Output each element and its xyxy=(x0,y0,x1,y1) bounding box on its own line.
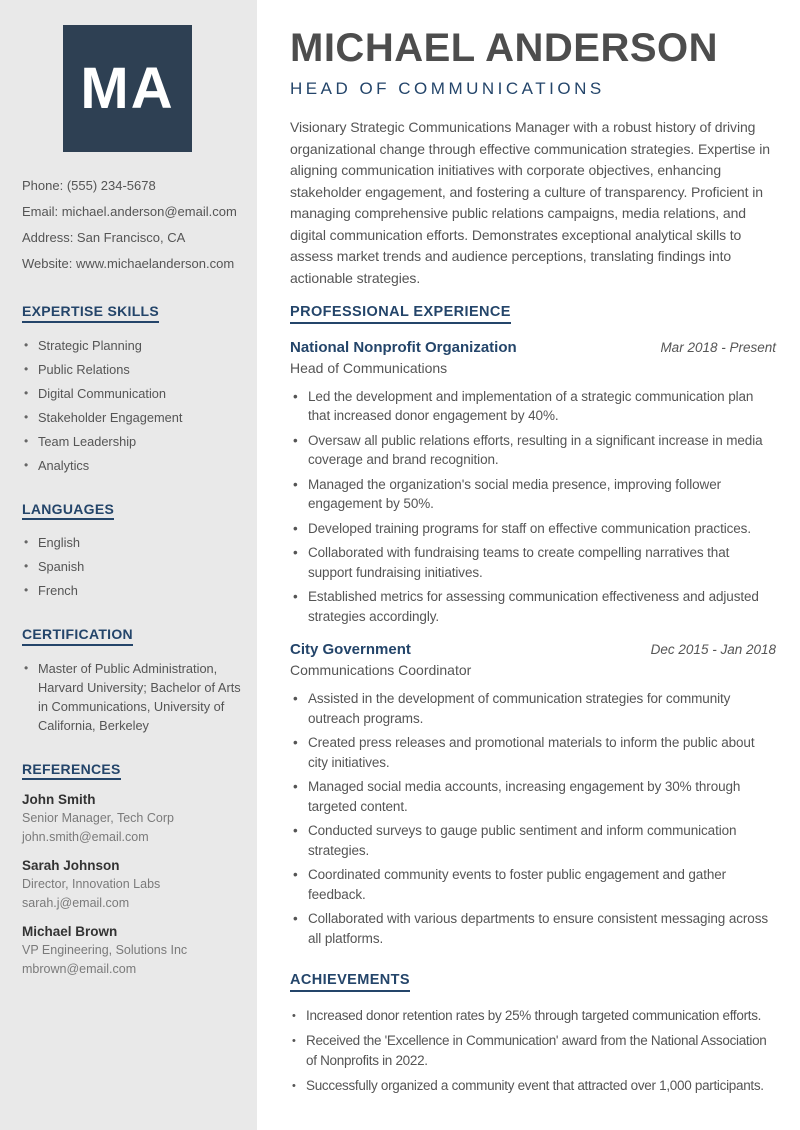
company-name: National Nonprofit Organization xyxy=(290,338,517,356)
achievement-item: • Received the 'Excellence in Communication' award from the National Association of Nonprofits in 2022. xyxy=(290,1031,776,1070)
job-entry xyxy=(290,641,776,948)
certification-section xyxy=(22,626,245,735)
job-bullet: • Coordinated community events to foster public engagement and gather feedback. xyxy=(290,865,776,904)
reference-entry xyxy=(22,923,245,978)
reference-email: sarah.j@email.com xyxy=(22,895,130,910)
job-bullet: • Assisted in the development of communication strategies for community outreach programs. xyxy=(290,689,776,728)
references-section xyxy=(22,761,245,979)
job-bullet: • Collaborated with fundraising teams to create compelling narratives that support fundraising initiatives. xyxy=(290,543,776,582)
achievement-item: • Increased donor retention rates by 25% through targeted communication efforts. xyxy=(290,1006,776,1026)
language-item: • French xyxy=(22,581,245,600)
job-bullet-list xyxy=(290,689,776,948)
company-name: City Government xyxy=(290,641,411,658)
contact-line: Email: michael.anderson@email.com xyxy=(22,204,237,219)
experience-heading: PROFESSIONAL EXPERIENCE xyxy=(290,304,776,324)
languages-section xyxy=(22,501,245,601)
job-entry xyxy=(290,339,776,627)
reference-title: Director, Innovation Labs xyxy=(22,877,161,891)
job-bullet: • Led the development and implementation of a strategic communication plan that increased donor engagement by 40%. xyxy=(290,387,776,426)
reference-email: mbrown@email.com xyxy=(22,961,137,976)
person-name: MICHAEL ANDERSON xyxy=(290,26,719,70)
skill-item: • Analytics xyxy=(22,456,245,475)
skill-item: • Stakeholder Engagement xyxy=(22,408,245,427)
achievements-list xyxy=(290,1006,776,1096)
references-list xyxy=(22,791,245,978)
skill-item: • Strategic Planning xyxy=(22,336,245,355)
languages-heading: LANGUAGES xyxy=(22,501,245,521)
job-bullet: • Oversaw all public relations efforts, resulting in a significant increase in media coverage and brand recognition. xyxy=(290,431,776,470)
job-bullet-list xyxy=(290,387,776,627)
contact-block xyxy=(22,173,245,277)
job-role: Head of Communications xyxy=(290,359,448,376)
reference-title: VP Engineering, Solutions Inc xyxy=(22,943,188,957)
skill-item: • Digital Communication xyxy=(22,384,245,403)
certification-list xyxy=(22,659,245,735)
job-header xyxy=(290,339,776,356)
main-column xyxy=(257,0,800,1130)
language-item: • Spanish xyxy=(22,557,245,576)
skill-item: • Team Leadership xyxy=(22,432,245,451)
contact-line: Phone: (555) 234-5678 xyxy=(22,178,156,193)
job-dates: Mar 2018 - Present xyxy=(660,339,776,355)
job-bullet: • Created press releases and promotional materials to inform the public about city initiatives. xyxy=(290,733,776,772)
sidebar xyxy=(0,0,257,1130)
references-heading: REFERENCES xyxy=(22,761,245,781)
job-bullet: • Established metrics for assessing communication effectiveness and adjusted strategies accordingly. xyxy=(290,587,776,626)
contact-line: Address: San Francisco, CA xyxy=(22,230,186,245)
skill-item: • Public Relations xyxy=(22,360,245,379)
achievement-item: • Successfully organized a community event that attracted over 1,000 participants. xyxy=(290,1076,776,1096)
reference-name: Sarah Johnson xyxy=(22,858,120,873)
reference-title: Senior Manager, Tech Corp xyxy=(22,811,174,825)
job-dates: Dec 2015 - Jan 2018 xyxy=(650,642,776,657)
certification-item: • Master of Public Administration, Harvard University; Bachelor of Arts in Communications, University of California, Berkeley xyxy=(22,659,245,735)
skills-heading: EXPERTISE SKILLS xyxy=(22,303,245,323)
monogram-text: MA xyxy=(80,56,175,121)
reference-name: John Smith xyxy=(22,792,96,807)
job-bullet: • Managed social media accounts, increasing engagement by 30% through targeted content. xyxy=(290,777,776,816)
job-bullet: • Conducted surveys to gauge public sentiment and inform communication strategies. xyxy=(290,821,776,860)
reference-name: Michael Brown xyxy=(22,924,118,939)
languages-list xyxy=(22,533,245,600)
reference-entry xyxy=(22,857,245,912)
job-bullet: • Developed training programs for staff on effective communication practices. xyxy=(290,519,776,539)
job-bullet: • Collaborated with various departments to ensure consistent messaging across all platforms. xyxy=(290,909,776,948)
job-title: HEAD OF COMMUNICATIONS xyxy=(290,79,605,98)
skills-list xyxy=(22,336,245,475)
job-header xyxy=(290,641,776,658)
skills-section xyxy=(22,303,245,475)
job-role: Communications Coordinator xyxy=(290,662,472,678)
reference-entry xyxy=(22,791,245,846)
summary-paragraph: Visionary Strategic Communications Manager with a robust history of driving organizational change through effective communication strategies. Expertise in aligning communication initiatives with corporate objectives, enhancing stakeholder engagement, and fostering a culture of transparency. Proficient in managing comprehensive public relations campaigns, media relations, and digital communication efforts. Demonstrates exceptional analytical skills to assess market trends and audience perceptions, translating findings into actionable strategies. xyxy=(290,119,770,286)
language-item: • English xyxy=(22,533,245,552)
achievements-heading: ACHIEVEMENTS xyxy=(290,972,776,992)
certification-heading: CERTIFICATION xyxy=(22,626,245,646)
reference-email: john.smith@email.com xyxy=(22,829,149,844)
monogram-badge xyxy=(63,25,192,152)
job-bullet: • Managed the organization's social media presence, improving follower engagement by 50%. xyxy=(290,475,776,514)
contact-line: Website: www.michaelanderson.com xyxy=(22,256,235,271)
